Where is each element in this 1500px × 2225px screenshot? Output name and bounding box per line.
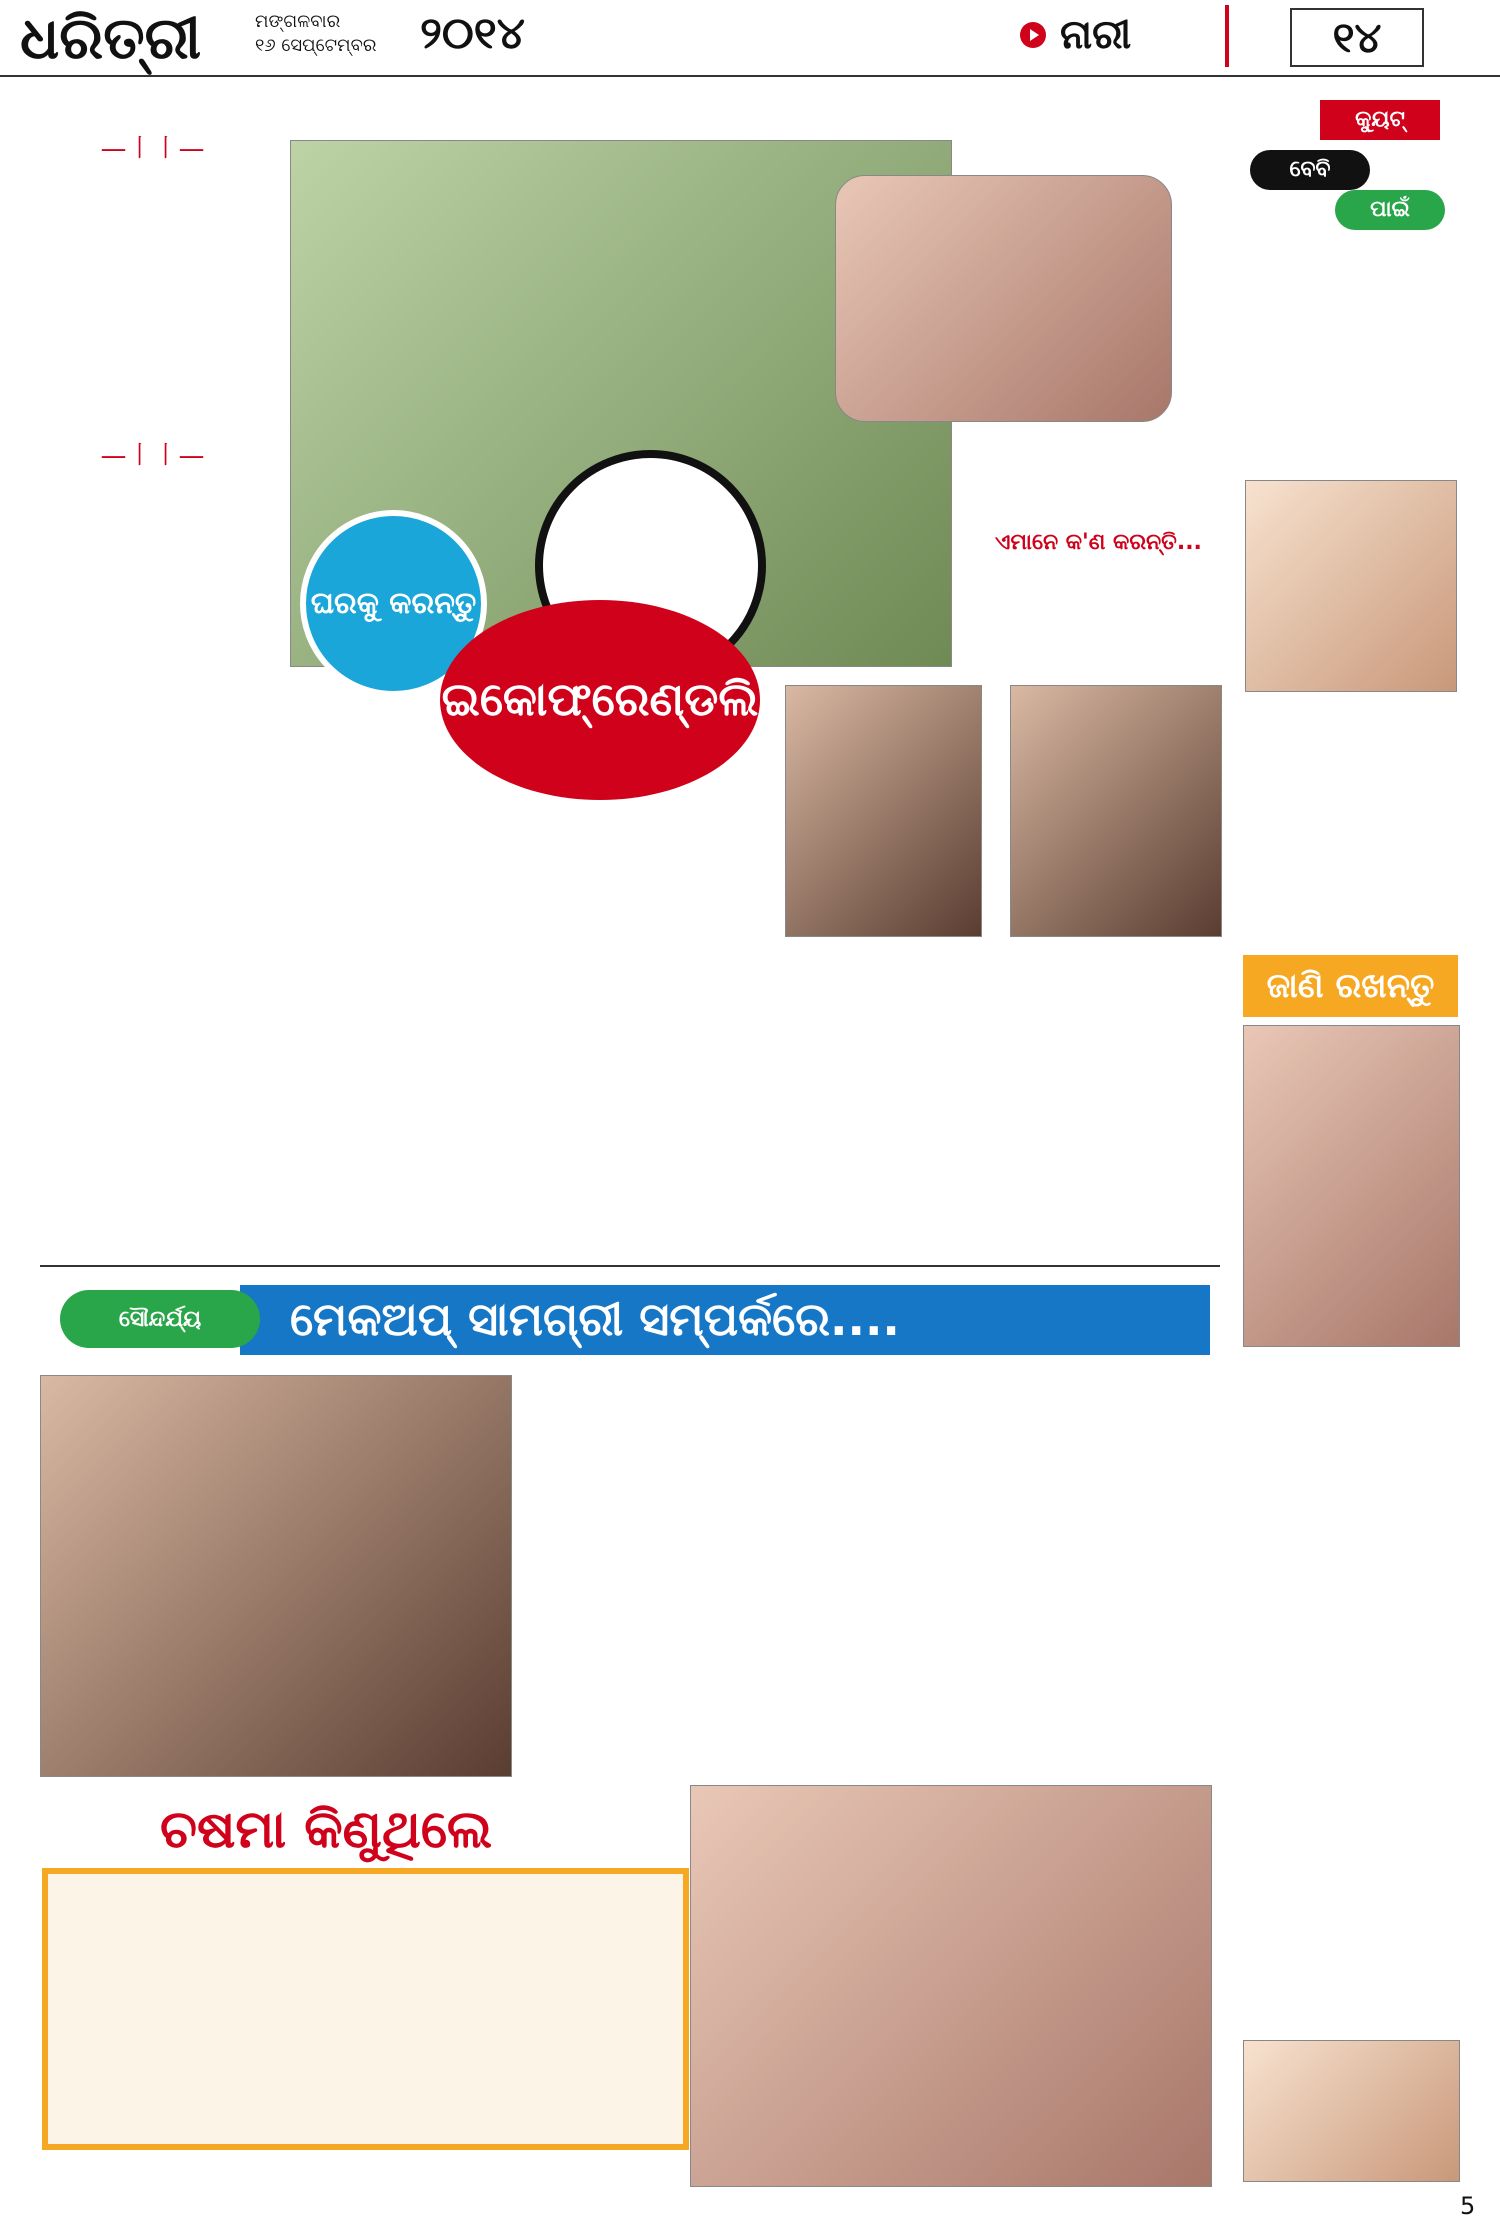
specs-title: ଚଷମା କିଣୁଥିଲେ (160, 1800, 493, 1860)
eco-title: ଇକୋଫ୍ରେଣ୍ଡଲି (440, 600, 760, 800)
baby-bullets (1245, 700, 1455, 930)
baby-tag-3: ପାଇଁ (1335, 190, 1445, 230)
dateline (255, 10, 377, 58)
glasses-woman-photo (690, 1785, 1212, 2187)
play-icon (1020, 22, 1046, 48)
portrait-photo-2 (1010, 685, 1222, 937)
section-label (1020, 12, 1131, 58)
divider (1225, 5, 1229, 67)
makeup-tag: ସୌନ୍ଦର୍ଯ୍ୟ (60, 1290, 260, 1348)
eco-subhead: ଏମାନେ କ'ଣ କରନ୍ତି... (995, 530, 1202, 555)
baby-photo (1245, 480, 1457, 692)
specs-intro (58, 1884, 348, 2124)
section-name: ନାରୀ (1060, 12, 1132, 58)
masthead (0, 0, 1500, 70)
lipstick-photo (40, 1375, 512, 1777)
specs-box (42, 1868, 689, 2150)
page-number: ୧୪ (1290, 8, 1424, 67)
ornament: —〡〡— (100, 441, 205, 471)
woman-towel-photo (1243, 1025, 1460, 1347)
keepin-body (1243, 1360, 1458, 2030)
day: ମଙ୍ଗଳବାର (255, 11, 341, 32)
section-rule (40, 1265, 1220, 1267)
baby-tag-1: କ୍ୟୁଟ୍ (1320, 100, 1440, 140)
footer-page: 5 (1460, 2192, 1476, 2220)
keepin-title: ଜାଣି ରଖନ୍ତୁ (1243, 955, 1458, 1017)
makeup-title: ମେକଅପ୍ ସାମଗ୍ରୀ ସମ୍ପର୍କରେ.... (240, 1285, 1210, 1355)
eco-body-left (60, 500, 265, 1235)
baby-intro (1245, 250, 1460, 470)
date: ୧୬ ସେପ୍ଟେମ୍ବର (255, 35, 377, 56)
masthead-rule (0, 75, 1500, 77)
newspaper-logo: ଧରିତ୍ରୀ (20, 4, 202, 72)
ornament: —〡〡— (100, 134, 205, 164)
makeup-intro (880, 1375, 1220, 1545)
foot-cream-photo (1243, 2040, 1460, 2182)
eco-body-mid (275, 780, 480, 1235)
eco-circle-label: ଘରକୁ କରନ୍ତୁ (300, 510, 487, 697)
year: ୨୦୧୪ (420, 8, 525, 59)
portrait-photo-1 (785, 685, 982, 937)
makeup-body (520, 1375, 870, 1775)
baby-tag-2: ବେବି (1250, 150, 1370, 190)
woman-gardening-photo (835, 175, 1172, 422)
specs-body (358, 1884, 673, 2124)
footer (0, 2190, 1500, 2225)
